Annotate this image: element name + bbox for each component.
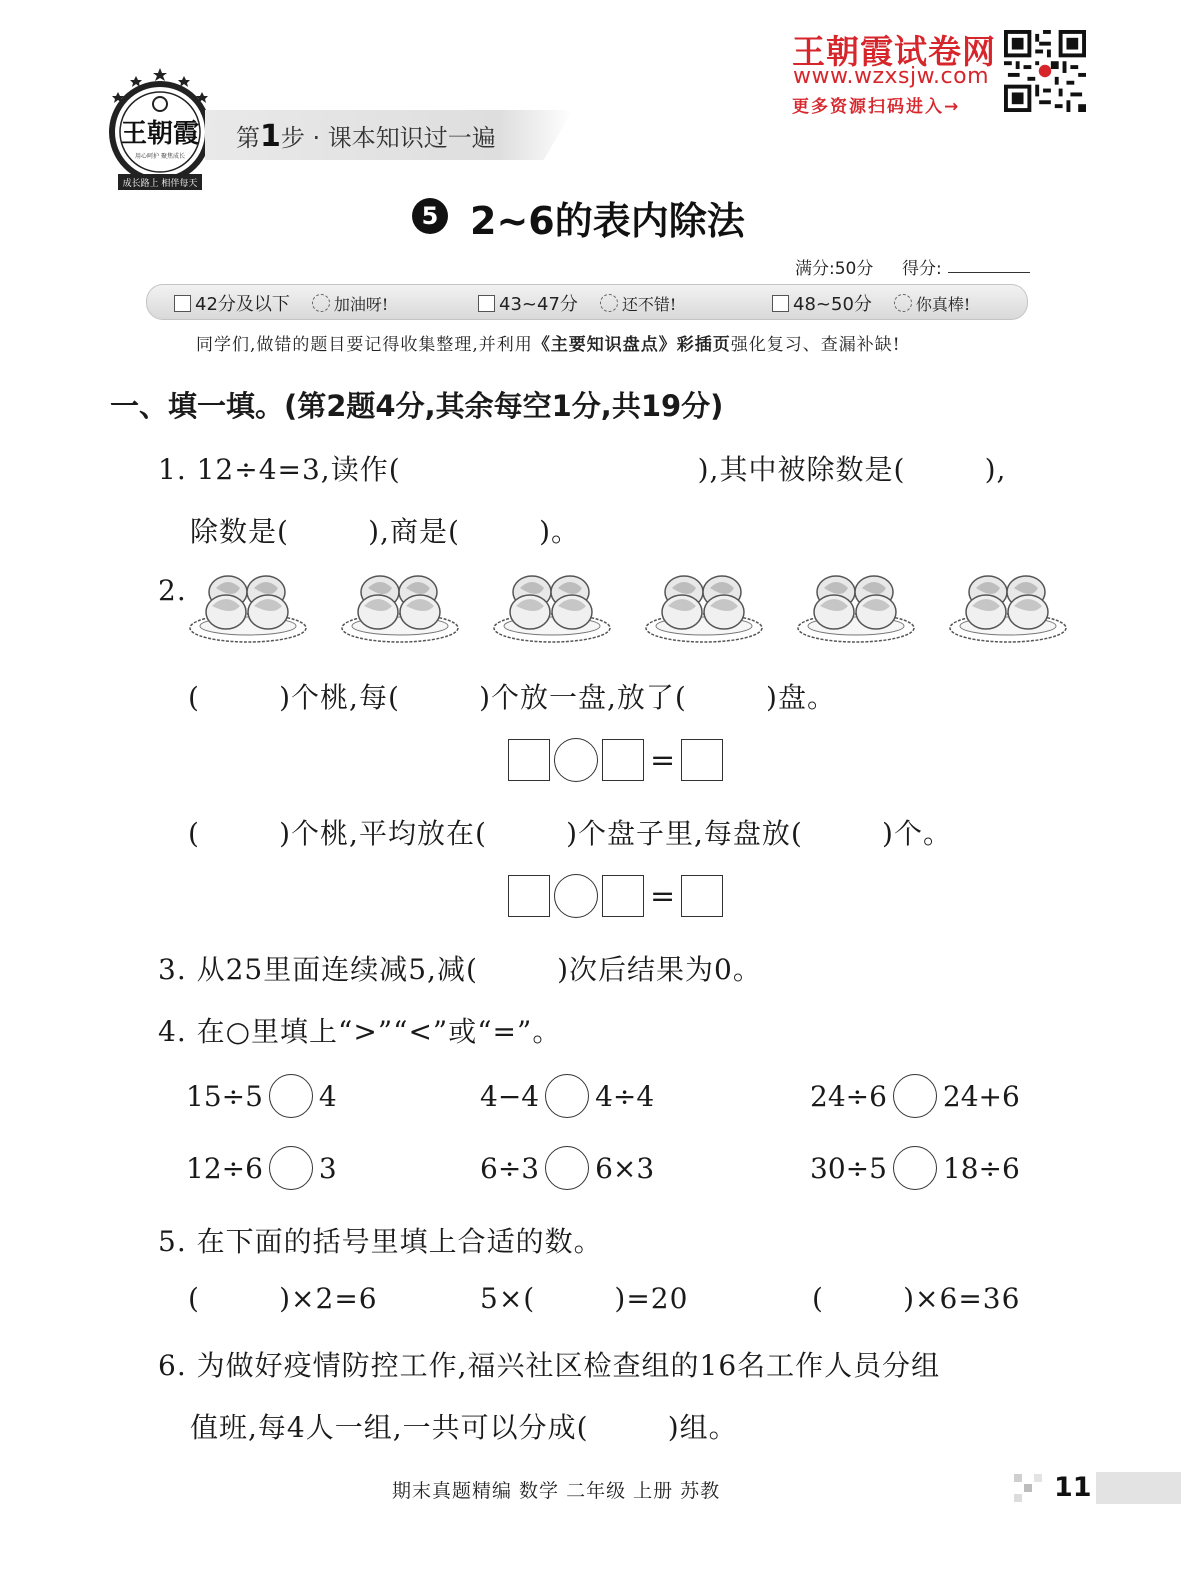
compare-circle[interactable]: [269, 1146, 313, 1190]
operator-circle[interactable]: [554, 738, 598, 782]
peach-plate-icon: [186, 570, 310, 648]
question-3: 3. 从25里面连续减5,减( )次后结果为0。: [158, 953, 762, 986]
grade-item-low: 42分及以下 加油呀!: [174, 290, 388, 316]
smile-face-icon: [600, 294, 618, 312]
svg-text:用心呵护 聚焦成长: 用心呵护 聚焦成长: [135, 153, 185, 160]
happy-face-icon: [894, 294, 912, 312]
grade-item-mid: 43~47分 还不错!: [478, 290, 676, 316]
compare-item: 24÷6 24+6: [810, 1074, 1020, 1118]
compare-circle[interactable]: [269, 1074, 313, 1118]
grade-item-high: 48~50分 你真棒!: [772, 290, 970, 316]
cheer-face-icon: [312, 294, 330, 312]
brand-url[interactable]: www.wzxsjw.com: [793, 64, 990, 89]
compare-item: 4−4 4÷4: [480, 1074, 654, 1118]
svg-text:王朝霞: 王朝霞: [120, 119, 200, 149]
section-heading: 一、填一填。(第2题4分,其余每空1分,共19分): [110, 389, 724, 423]
compare-item: 6÷3 6×3: [480, 1146, 654, 1190]
fill-item: ( )×2=6: [188, 1282, 378, 1315]
score-label: 得分:: [902, 259, 942, 279]
question-1-line-1: 1. 12÷4=3,读作( ),其中被除数是( ),: [158, 453, 1007, 486]
svg-text:成长路上 相伴每天: 成长路上 相伴每天: [122, 179, 198, 189]
operator-circle[interactable]: [554, 874, 598, 918]
answer-box[interactable]: [508, 875, 550, 917]
compare-item: 30÷5 18÷6: [810, 1146, 1020, 1190]
compare-circle[interactable]: [893, 1146, 937, 1190]
question-6-line-2: 值班,每4人一组,一共可以分成( )组。: [190, 1411, 738, 1444]
score-blank[interactable]: [948, 272, 1030, 273]
brand-scan-hint: 更多资源扫码进入→: [792, 97, 961, 117]
question-2-line-1: ( )个桃,每( )个放一盘,放了( )盘。: [188, 681, 836, 714]
compare-circle[interactable]: [893, 1074, 937, 1118]
lesson-number-badge: 5: [412, 198, 448, 234]
footer-book-info: 期末真题精编 数学 二年级 上册 苏教: [392, 1480, 721, 1502]
question-5: 5. 在下面的括号里填上合适的数。: [158, 1225, 603, 1258]
compare-circle[interactable]: [545, 1146, 589, 1190]
compare-circle[interactable]: [545, 1074, 589, 1118]
compare-item: 15÷5 4: [186, 1074, 337, 1118]
question-2-number: 2.: [158, 574, 187, 607]
brand-title: 王朝霞试卷网: [792, 32, 996, 71]
full-score-label: 满分:50分: [795, 259, 874, 279]
answer-box[interactable]: [602, 875, 644, 917]
question-1-line-2: 除数是( ),商是( )。: [190, 515, 581, 548]
question-4: 4. 在○里填上“>”“<”或“=”。: [158, 1015, 562, 1048]
study-notice: 同学们,做错的题目要记得收集整理,并利用《主要知识盘点》彩插页强化复习、查漏补缺!: [196, 335, 901, 355]
peach-plate-icon: [642, 570, 766, 648]
equals-sign: =: [650, 878, 676, 914]
grade-checkbox[interactable]: [478, 295, 495, 312]
question-6-line-1: 6. 为做好疫情防控工作,福兴社区检查组的16名工作人员分组: [158, 1349, 941, 1382]
answer-box[interactable]: [602, 739, 644, 781]
peach-plate-icon: [338, 570, 462, 648]
compare-item: 12÷6 3: [186, 1146, 337, 1190]
page-corner-pattern-icon: [1014, 1474, 1050, 1504]
peach-plate-icon: [490, 570, 614, 648]
equation-row-1: [508, 738, 723, 782]
grade-checkbox[interactable]: [174, 295, 191, 312]
peach-plate-icon: [794, 570, 918, 648]
answer-box[interactable]: [681, 875, 723, 917]
equals-sign: =: [650, 742, 676, 778]
step-label: 第1步 · 课本知识过一遍: [236, 119, 496, 154]
equation-row-2: [508, 874, 723, 918]
page-number-bar: [1096, 1472, 1181, 1504]
answer-box[interactable]: [681, 739, 723, 781]
question-2-line-2: ( )个桃,平均放在( )个盘子里,每盘放( )个。: [188, 817, 952, 850]
fill-item: 5×( )=20: [480, 1282, 689, 1315]
page-number: 11: [1054, 1472, 1092, 1503]
peach-plate-icon: [946, 570, 1070, 648]
wangzhaoxia-logo-seal: [104, 66, 216, 194]
qr-code-icon[interactable]: [1004, 30, 1086, 112]
grade-checkbox[interactable]: [772, 295, 789, 312]
answer-box[interactable]: [508, 739, 550, 781]
fill-item: ( )×6=36: [812, 1282, 1021, 1315]
page-title: 2~6的表内除法: [470, 199, 745, 243]
